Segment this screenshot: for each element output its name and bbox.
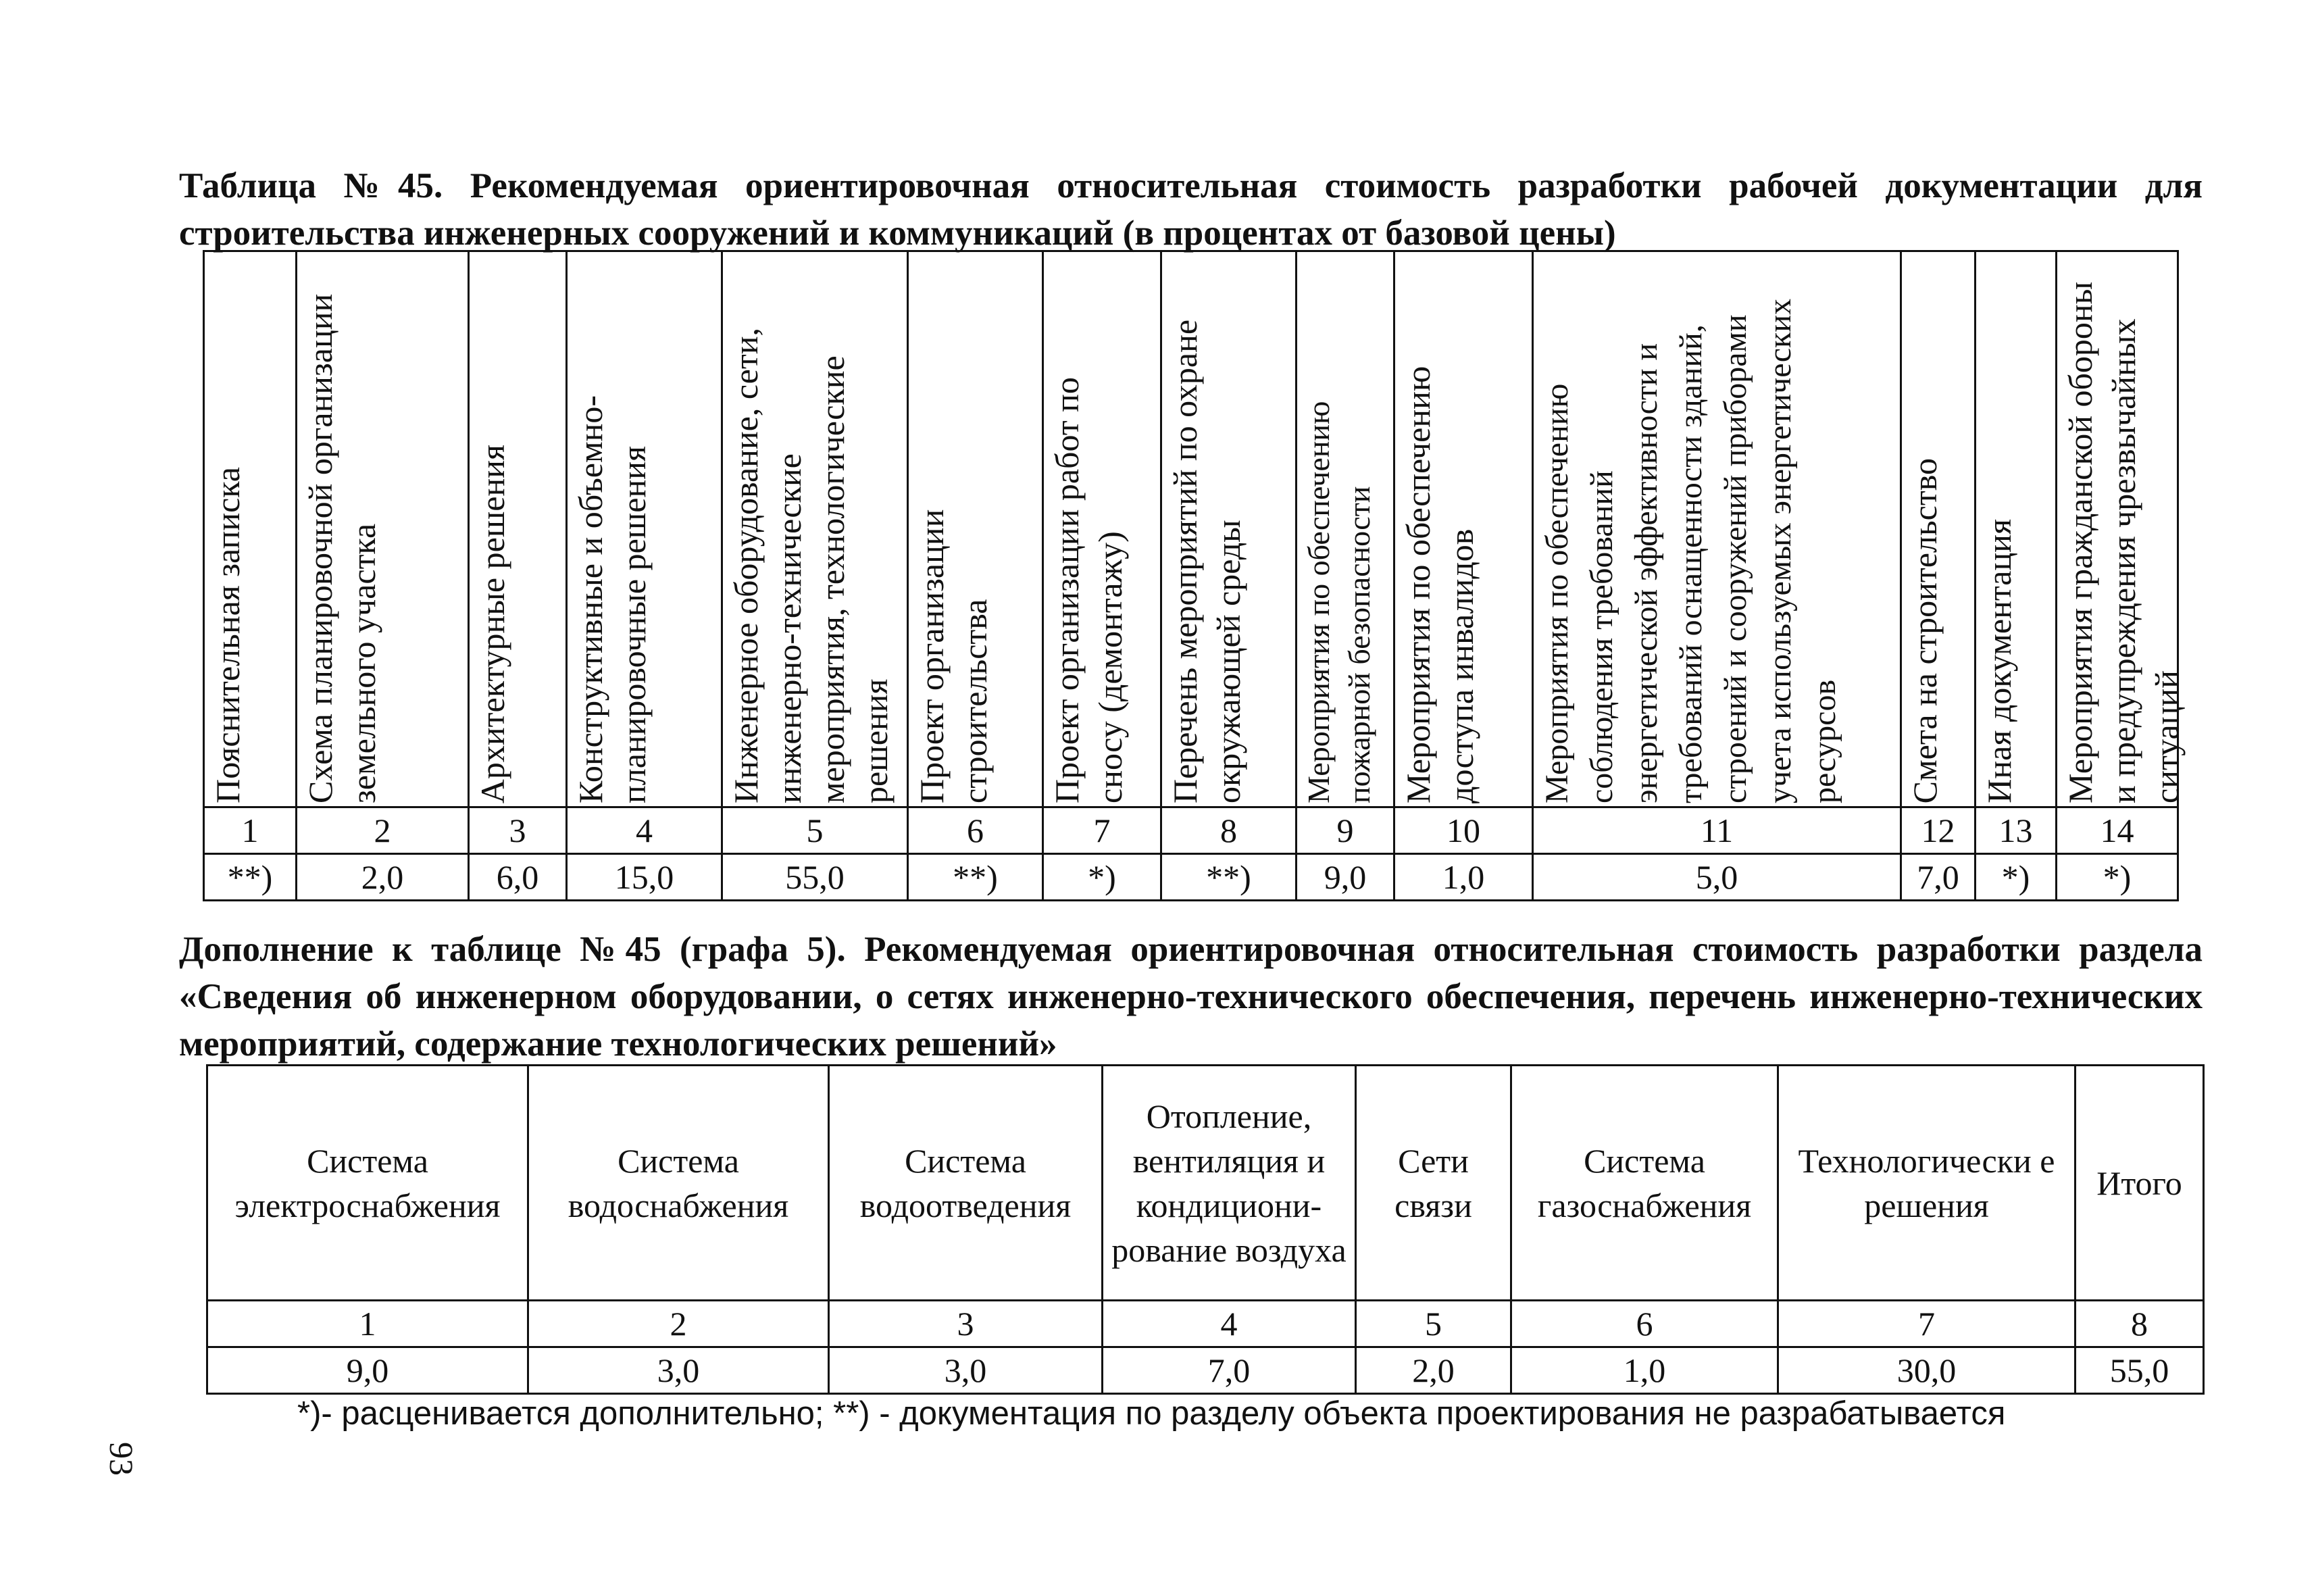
table2-col-number: 8 (2076, 1301, 2204, 1347)
table1-header-cell (1043, 251, 1161, 807)
table1-header-text: Мероприятия по обеспечению соблюдения требований энергетической эффективности и требований оснащенности зданий, строений и сооружений приборами учета используемых энергетических ресурсов (1539, 298, 1842, 803)
table2-value: 55,0 (2076, 1347, 2204, 1394)
table1-value: 15,0 (567, 854, 722, 901)
table1-header-cell (2057, 251, 2186, 807)
table2-value-row (207, 1347, 2204, 1394)
table1-header-text: Иная документация (1980, 519, 2018, 803)
table1-header-text: Архитектурные решения (474, 444, 511, 803)
table1-header-cell (204, 251, 297, 807)
table1-col-number: 5 (722, 807, 908, 854)
table2-value: 2,0 (1356, 1347, 1511, 1394)
table1-value-row (204, 854, 2178, 901)
table1-col-number: 3 (469, 807, 567, 854)
table1-header-row (204, 251, 2178, 807)
table1-header-text: Проект организации работ по сносу (демонтажу) (1048, 377, 1129, 803)
table2-header-cell: Итого (2076, 1066, 2204, 1301)
table1-header-cell (908, 251, 1043, 807)
table1-value: **) (204, 854, 297, 901)
table1-col-number: 14 (2057, 807, 2178, 854)
table2-col-number: 6 (1511, 1301, 1778, 1347)
table2-header-cell: Отопление, вентиляция и кондициони-рование воздуха (1103, 1066, 1356, 1301)
table2-header-row (207, 1066, 2204, 1301)
table1-value: 1,0 (1394, 854, 1533, 901)
table1-col-number: 13 (1976, 807, 2057, 854)
table1-value: 7,0 (1901, 854, 1976, 901)
table1-header-cell (1297, 251, 1394, 807)
table1-col-number: 10 (1394, 807, 1533, 854)
table2-header-cell: Технологически е решения (1778, 1066, 2076, 1301)
table1-header-cell (469, 251, 567, 807)
table1-header-text: Перечень мероприятий по охране окружающей среды (1166, 319, 1247, 803)
table2-value: 3,0 (528, 1347, 829, 1394)
table1-value: 6,0 (469, 854, 567, 901)
table2-col-number: 4 (1103, 1301, 1356, 1347)
table1-header-text: Схема планировочной организации земельного участка (301, 293, 382, 803)
table1-header-cell (567, 251, 722, 807)
table2-header-cell: Система электроснабжения (207, 1066, 528, 1301)
table2-value: 7,0 (1103, 1347, 1356, 1394)
table1-header-text: Пояснительная записка (209, 467, 247, 803)
table1-header-cell (1901, 251, 1976, 807)
table1-header-cell (1976, 251, 2057, 807)
table2-value: 9,0 (207, 1347, 528, 1394)
table1-header-text: Конструктивные и объемно-планировочные решения (572, 395, 653, 803)
table1-col-number: 6 (908, 807, 1043, 854)
table2-col-number: 5 (1356, 1301, 1511, 1347)
table2-col-number: 2 (528, 1301, 829, 1347)
table1-header-cell (297, 251, 469, 807)
table1-value: 55,0 (722, 854, 908, 901)
table1-value: **) (908, 854, 1043, 901)
table2-value: 1,0 (1511, 1347, 1778, 1394)
table1-col-number: 1 (204, 807, 297, 854)
table1-header-text: Инженерное оборудование, сети, инженерно-технические мероприятия, технологические решения (727, 328, 895, 803)
table1-value: 9,0 (1297, 854, 1394, 901)
page-number: 93 (103, 1442, 141, 1476)
table2-col-number: 3 (829, 1301, 1103, 1347)
table1-value: 2,0 (297, 854, 469, 901)
table1-col-number: 7 (1043, 807, 1161, 854)
footnote: *)- расценивается дополнительно; **) - документация по разделу объекта проектирования не разрабатывается (297, 1395, 2006, 1432)
table1-col-number: 12 (1901, 807, 1976, 854)
table2-number-row (207, 1301, 2204, 1347)
table1-value: **) (1161, 854, 1297, 901)
table2-title: Дополнение к таблице №45 (графа 5). Рекомендуемая ориентировочная относительная стоимость разработки раздела «Сведения об инженерном оборудовании, о сетях инженерно-технического обеспечения, перечень инженерно-технических мероприятий, содержание технологических решений» (179, 930, 2203, 1064)
table2-header-cell: Сети связи (1356, 1066, 1511, 1301)
table2-header-cell: Система газоснабжения (1511, 1066, 1778, 1301)
table1-col-number: 9 (1297, 807, 1394, 854)
table2 (206, 1064, 2205, 1395)
table1-header-text: Проект организации строительства (913, 509, 994, 803)
table2-value: 3,0 (829, 1347, 1103, 1394)
table2-header-cell: Система водоснабжения (528, 1066, 829, 1301)
table1-number-row (204, 807, 2178, 854)
table1-value: *) (1976, 854, 2057, 901)
table1-header-text: Смета на строительство (1906, 457, 1944, 803)
table1-header-cell (722, 251, 908, 807)
table1-header-cell (1161, 251, 1297, 807)
table2-col-number: 1 (207, 1301, 528, 1347)
table1 (203, 250, 2186, 901)
table1-value: *) (1043, 854, 1161, 901)
table2-value: 30,0 (1778, 1347, 2076, 1394)
table1-col-number: 4 (567, 807, 722, 854)
table1-header-cell (1394, 251, 1533, 807)
table1-value: 5,0 (1533, 854, 1901, 901)
table1-header-text: Мероприятия гражданской обороны и предупреждения чрезвычайных ситуаций (2061, 281, 2186, 803)
table1-col-number: 2 (297, 807, 469, 854)
table2-col-number: 7 (1778, 1301, 2076, 1347)
table1-value: *) (2057, 854, 2178, 901)
table1-header-cell (1533, 251, 1901, 807)
table1-col-number: 8 (1161, 807, 1297, 854)
table1-header-text: Мероприятия по обеспечению доступа инвалидов (1399, 366, 1480, 803)
table2-header-cell: Система водоотведения (829, 1066, 1103, 1301)
table1-header-text: Мероприятия по обеспечению пожарной безопасности (1301, 401, 1376, 803)
table1-title: Таблица №45. Рекомендуемая ориентировочная относительная стоимость разработки рабочей документации для строительства инженерных сооружений и коммуникаций (в процентах от базовой цены) (179, 166, 2203, 253)
table1-col-number: 11 (1533, 807, 1901, 854)
